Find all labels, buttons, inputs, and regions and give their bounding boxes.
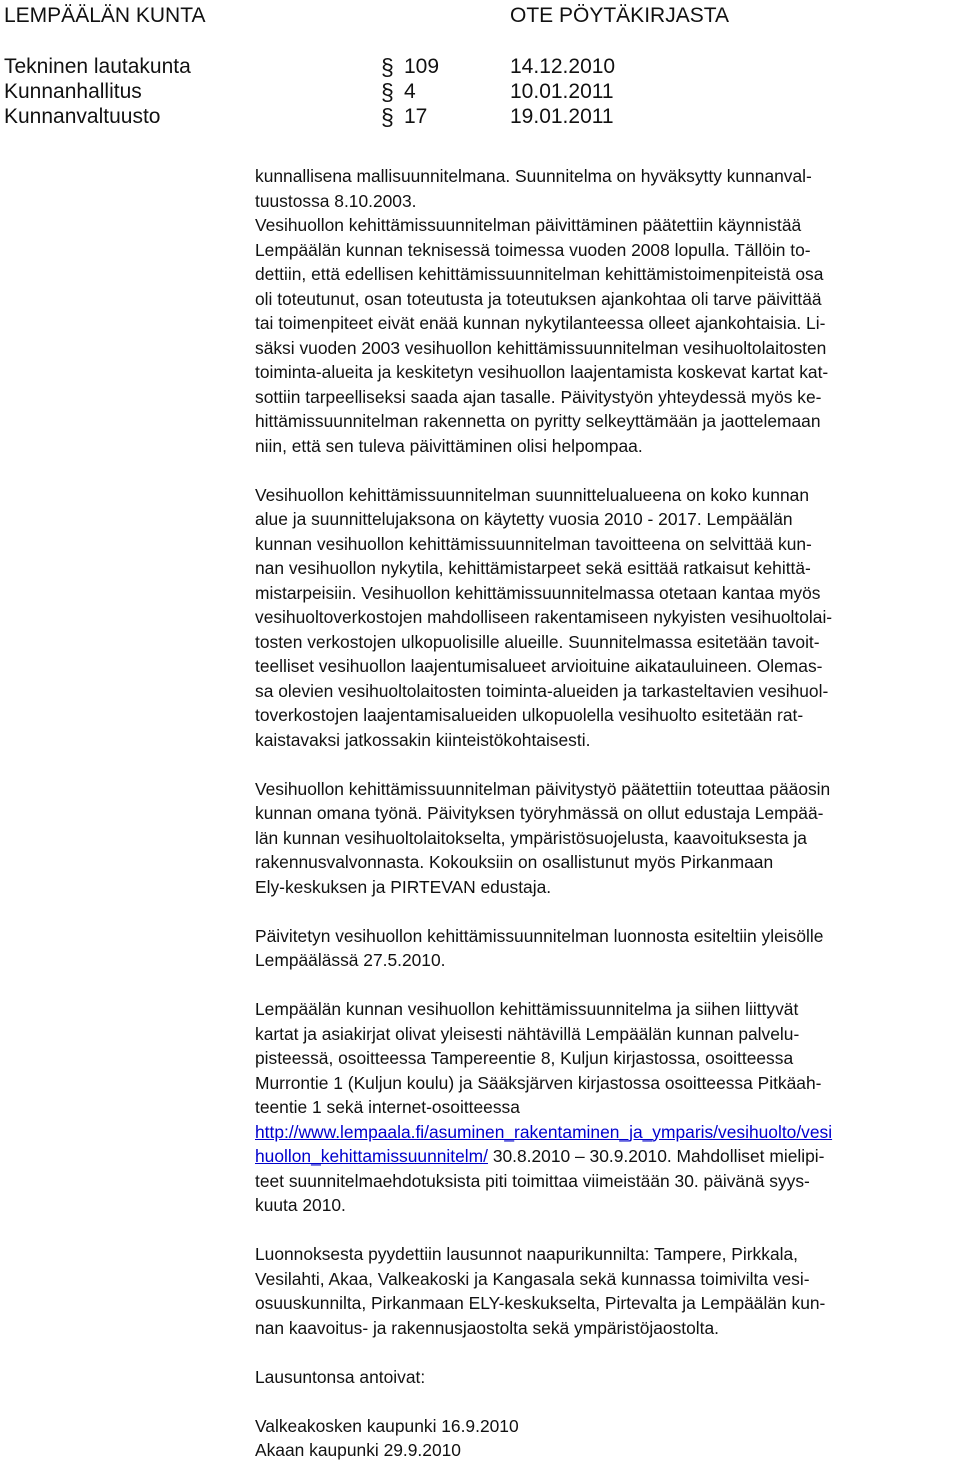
text-line: teentie 1 sekä internet-osoitteessa	[255, 1097, 520, 1117]
meeting-date: 10.01.2011	[510, 80, 614, 103]
paragraph-background	[255, 164, 960, 458]
text-line: vesihuoltoverkostojen mahdolliseen rakentamiseen nykyisten vesihuoltolai-	[255, 607, 833, 627]
paragraph-public-display-end	[255, 1169, 960, 1218]
text-line: kunnan omana työnä. Päivityksen työryhmässä on ollut edustaja Lempää-	[255, 803, 824, 823]
text-line: alue ja suunnittelujaksona on käytetty vuosia 2010 - 2017. Lempäälän	[255, 509, 793, 529]
document-type: OTE PÖYTÄKIRJASTA	[510, 4, 729, 27]
section-symbol: §	[381, 104, 394, 130]
text-line: kartat ja asiakirjat olivat yleisesti nähtävillä Lempäälän kunnan palvelu-	[255, 1023, 800, 1044]
paragraph-public-presentation	[255, 924, 960, 973]
text-line: dettiin, että edellisen kehittämissuunnitelman kehittämistoimenpiteistä osa	[255, 264, 824, 284]
text-line: län kunnan vesihuoltolaitokselta, ympäristösuojelusta, kaavoituksesta ja	[255, 827, 807, 848]
text-line: osuuskunnilta, Pirkanmaan ELY-keskukselta, Pirtevalta ja Lempäälän kun-	[255, 1293, 826, 1313]
organization-name: LEMPÄÄLÄN KUNTA	[4, 4, 206, 27]
paragraph-planning-scope	[255, 483, 960, 753]
text-line: Vesihuollon kehittämissuunnitelman päivittäminen päätettiin käynnistää	[255, 215, 802, 235]
paragraph-statement-list	[255, 1414, 960, 1463]
text-line: rakennusvalvonnasta. Kokouksiin on osallistunut myös Pirkanmaan	[255, 852, 774, 872]
section-number: 109	[404, 55, 440, 78]
text-line: hittämissuunnitelman rakennetta on pyritty selkeyttämään ja jaottelemaan	[255, 411, 821, 431]
text-line: sa olevien vesihuoltolaitosten toiminta-alueiden ja tarkasteltavien vesihuol-	[255, 680, 829, 701]
text-line: tai toimenpiteet eivät enää kunnan nykytilanteessa olleet ajankohtaisia. Li-	[255, 313, 826, 333]
text-line: Murrontie 1 (Kuljun koulu) ja Sääksjärven kirjastossa osoitteessa Pitkäah-	[255, 1072, 822, 1093]
text-line: kunnallisena mallisuunnitelmana. Suunnitelma on hyväksytty kunnanval-	[255, 166, 812, 186]
text-line: Lempäälän kunnan teknisessä toimessa vuoden 2008 lopulla. Tällöin to-	[255, 239, 811, 260]
text-line: teelliset vesihuollon laajentumisalueet arvioituine aikatauluineen. Olemas-	[255, 656, 823, 676]
text-line: nan kaavoitus- ja rakennusjaostolta sekä ympäristöjaostolta.	[255, 1317, 720, 1338]
text-line: kuuta 2010.	[255, 1195, 346, 1215]
text-line: toverkostojen laajentamisalueiden ulkopuolella vesihuolto esitetään rat-	[255, 705, 804, 725]
reference-body: Tekninen lautakunta	[4, 55, 191, 78]
section-symbol: §	[381, 54, 394, 80]
text-line: Akaan kaupunki 29.9.2010	[255, 1440, 461, 1460]
paragraph-statements-requested	[255, 1242, 960, 1340]
section-symbol: §	[381, 79, 394, 105]
text-line: Vesihuollon kehittämissuunnitelman päivitystyö päätettiin toteuttaa pääosin	[255, 778, 831, 799]
document-body	[255, 164, 960, 1463]
meeting-date: 14.12.2010	[510, 55, 616, 78]
text-line: Vesihuollon kehittämissuunnitelman suunnittelualueena on koko kunnan	[255, 484, 809, 505]
link-line	[255, 1120, 960, 1145]
text-line: teet suunnitelmaehdotuksista piti toimittaa viimeistään 30. päivänä syys-	[255, 1170, 810, 1191]
text-line: niin, että sen tuleva päivittäminen olisi helpompaa.	[255, 435, 643, 456]
text-line: Lausuntonsa antoivat:	[255, 1366, 426, 1387]
text-line: Valkeakosken kaupunki 16.9.2010	[255, 1415, 519, 1436]
text-line: pisteessä, osoitteessa Tampereentie 8, Kuljun kirjastossa, osoitteessa	[255, 1048, 794, 1068]
reference-body: Kunnanhallitus	[4, 80, 142, 103]
text-line: sottiin tarpeelliseksi saada ajan tasalle. Päivitystyön yhteydessä myös ke-	[255, 386, 822, 407]
text-line: nan vesihuollon nykytila, kehittämistarpeet sekä esittää ratkaisut kehittä-	[255, 558, 811, 578]
link-line	[255, 1144, 960, 1169]
text-line: oli toteutunut, osan toteutusta ja toteutuksen ajankohtaa oli tarve päivittää	[255, 288, 822, 309]
text-line: säksi vuoden 2003 vesihuollon kehittämissuunnitelman vesihuoltolaitosten	[255, 337, 827, 358]
text-line: Vesilahti, Akaa, Valkeakoski ja Kangasala sekä kunnassa toimivilta vesi-	[255, 1268, 810, 1289]
reference-body: Kunnanvaltuusto	[4, 105, 161, 128]
text-line: tuustossa 8.10.2003.	[255, 190, 417, 211]
section-number: 4	[404, 80, 416, 103]
paragraph-statements-given-heading	[255, 1365, 960, 1390]
section-number: 17	[404, 105, 428, 128]
text-line: mistarpeisiin. Vesihuollon kehittämissuunnitelmassa otetaan kantaa myös	[255, 582, 821, 603]
text-line: Luonnoksesta pyydettiin lausunnot naapurikunnilta: Tampere, Pirkkala,	[255, 1244, 798, 1264]
text-line: Lempäälässä 27.5.2010.	[255, 950, 446, 970]
paragraph-working-group	[255, 777, 960, 900]
meeting-date: 19.01.2011	[510, 105, 614, 128]
text-line: Päivitetyn vesihuollon kehittämissuunnitelman luonnosta esiteltiin yleisölle	[255, 925, 824, 946]
text-line: kaistavaksi jatkossakin kiinteistökohtaisesti.	[255, 729, 591, 750]
text-line: Lempäälän kunnan vesihuollon kehittämissuunnitelma ja siihen liittyvät	[255, 999, 799, 1019]
text-line: Ely-keskuksen ja PIRTEVAN edustaja.	[255, 876, 552, 897]
paragraph-public-display	[255, 997, 960, 1120]
plan-url-link-part2[interactable]: huollon_kehittamissuunnitelm/	[255, 1146, 488, 1166]
text-line: tosten verkostojen ulkopuolisille alueille. Suunnitelmassa esitetään tavoit-	[255, 631, 820, 652]
display-period-text: 30.8.2010 – 30.9.2010. Mahdolliset mielipi-	[487, 1146, 825, 1166]
text-line: kunnan vesihuollon kehittämissuunnitelman tavoitteena on selvittää kun-	[255, 533, 812, 554]
plan-url-link-part1[interactable]: http://www.lempaala.fi/asuminen_rakentaminen_ja_ymparis/vesihuolto/vesi	[255, 1121, 833, 1142]
text-line: toiminta-alueita ja keskitetyn vesihuollon laajentamista koskevat kartat kat-	[255, 362, 829, 382]
